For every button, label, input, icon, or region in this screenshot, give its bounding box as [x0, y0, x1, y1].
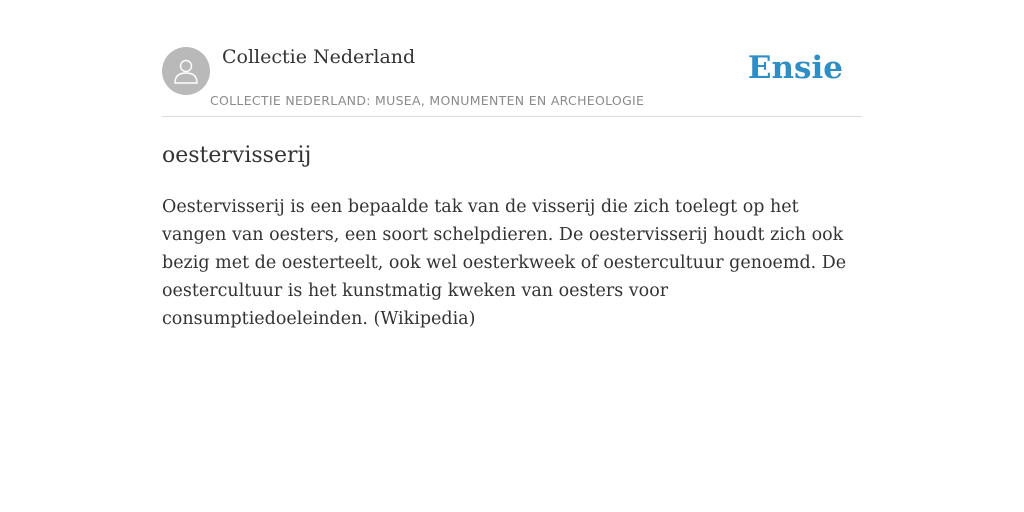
author-name[interactable]: Collectie Nederland: [222, 46, 416, 68]
author-avatar[interactable]: [162, 47, 210, 95]
brand-logo[interactable]: Ensie: [747, 50, 843, 86]
page: [162, 0, 862, 333]
entry-body: Oestervisserij is een bepaalde tak van de visserij die zich toelegt op het vangen van oesters, een soort schelpdieren. De oestervisserij houdt zich ook bezig met de oesterteelt, ook wel oesterkweek of oestercultuur genoemd. De oestercultuur is het kunstmatig kweken van oesters voor consumptiedoeleinden. (Wikipedia): [162, 197, 847, 329]
author-description: COLLECTIE NEDERLAND: MUSEA, MONUMENTEN EN ARCHEOLOGIE: [210, 93, 645, 108]
header: [162, 0, 862, 117]
entry-title: oestervisserij: [162, 143, 312, 168]
user-silhouette-icon: [171, 56, 201, 86]
